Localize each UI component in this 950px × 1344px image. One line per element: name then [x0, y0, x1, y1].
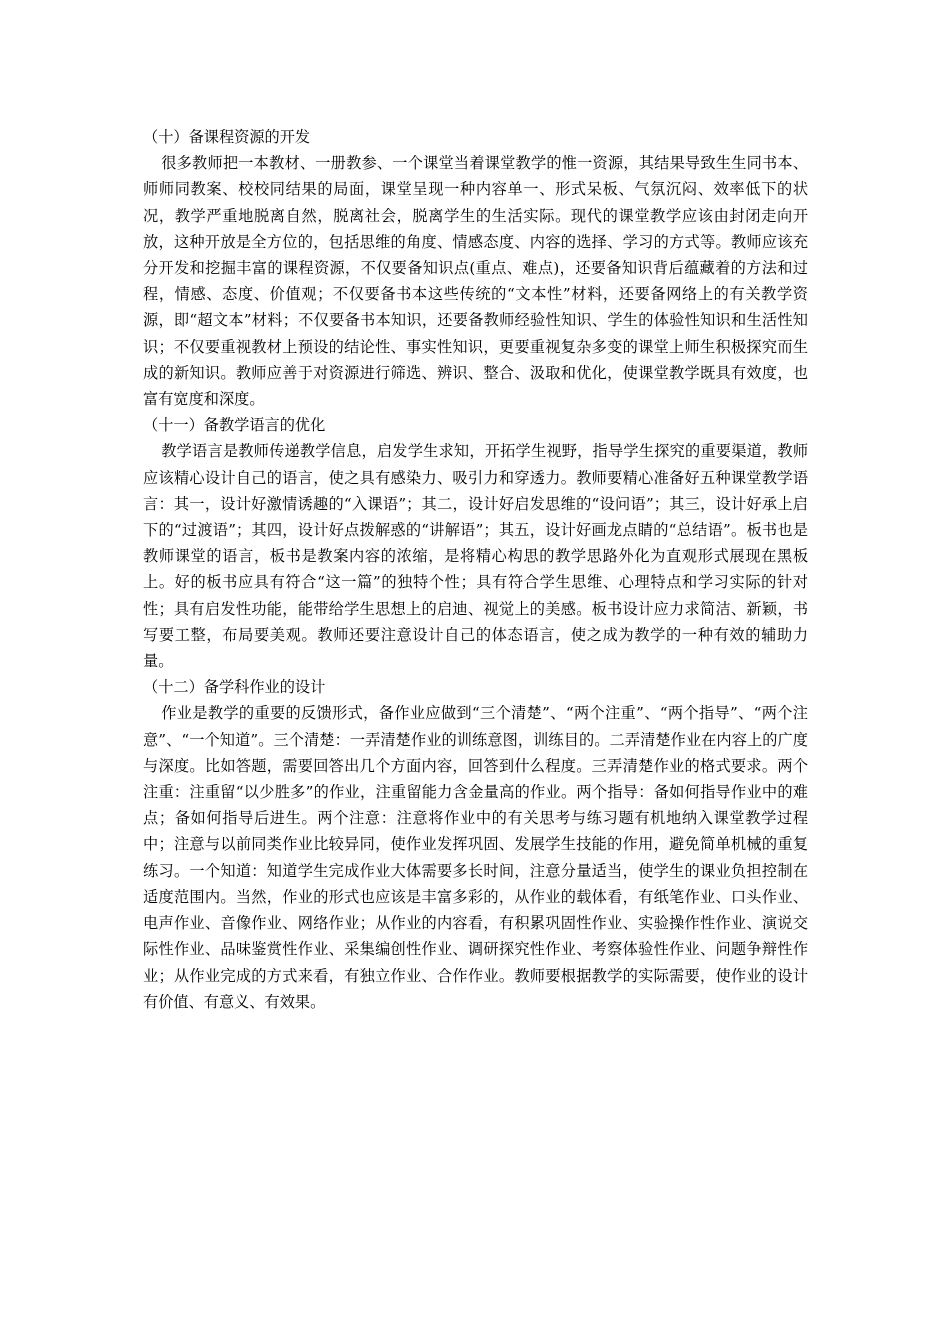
section-heading: （十二）备学科作业的设计 — [143, 678, 326, 697]
section-heading: （十）备课程资源的开发 — [143, 128, 311, 146]
section-paragraph: 很多教师把一本教材、一册教参、一个课堂当着课堂教学的惟一资源，其结果导致生生同书本、师师同教案、校校同结果的局面，课堂呈现一种内容单一、形式呆板、气氛沉闷、效率低下的状况，教学严重地脱离自然，脱离社会，脱离学生的生活实际。现代的课堂教学应该由封闭走向开放，这种开放是全方位的，包括思维的角度、情感态度、内容的选择、学习的方式等。教师应该充分开发和挖掘丰富的课程资源，不仅要备知识点(重点、难点)，还要备知识背后蕴藏着的方法和过程，情感、态度、价值观；不仅要备书本这些传统的“文本性”材料，还要备网络上的有关教学资源，即“超文本”材料；不仅要备书本知识，还要备教师经验性知识、学生的体验性知识和生活性知识；不仅要重视教材上预设的结论性、事实性知识，更要重视复杂多变的课堂上师生积极探究而生成的新知识。教师应善于对资源进行筛选、辨识、整合、汲取和优化，使课堂教学既具有效度，也富有宽度和深度。 — [143, 154, 808, 409]
document-page — [143, 124, 808, 1015]
section-teaching-language — [143, 412, 808, 674]
section-homework-design — [143, 674, 808, 1015]
section-paragraph: 教学语言是教师传递教学信息，启发学生求知，开拓学生视野，指导学生探究的重要渠道，教师应该精心设计自己的语言，使之具有感染力、吸引力和穿透力。教师要精心准备好五种课堂教学语言：其一，设计好激情诱趣的“入课语”；其二，设计好启发思维的“设问语”；其三，设计好承上启下的“过渡语”；其四，设计好点拨解惑的“讲解语”；其五，设计好画龙点睛的“总结语”。板书也是教师课堂的语言，板书是教案内容的浓缩，是将精心构思的教学思路外化为直观形式展现在黑板上。好的板书应具有符合“这一篇”的独特个性；具有符合学生思维、心理特点和学习实际的针对性；具有启发性功能，能带给学生思想上的启迪、视觉上的美感。板书设计应力求简洁、新颖，书写要工整，布局要美观。教师还要注意设计自己的体态语言，使之成为教学的一种有效的辅助力量。 — [143, 442, 808, 671]
section-course-resources — [143, 124, 808, 412]
section-paragraph: 作业是教学的重要的反馈形式，备作业应做到“三个清楚”、“两个注重”、“两个指导”、“两个注意”、“一个知道”。三个清楚：一弄清楚作业的训练意图，训练目的。二弄清楚作业在内容上的广度与深度。比如答题，需要回答出几个方面内容，回答到什么程度。三弄清楚作业的格式要求。两个注重：注重留“以少胜多”的作业，注重留能力含金量高的作业。两个指导：备如何指导作业中的难点；备如何指导后进生。两个注意：注意将作业中的有关思考与练习题有机地纳入课堂教学过程中；注意与以前同类作业比较异同，使作业发挥巩固、发展学生技能的作用，避免简单机械的重复练习。一个知道：知道学生完成作业大体需要多长时间，注意分量适当，使学生的课业负担控制在适度范围内。当然，作业的形式也应该是丰富多彩的，从作业的载体看，有纸笔作业、口头作业、电声作业、音像作业、网络作业；从作业的内容看，有积累巩固性作业、实验操作性作业、演说交际性作业、品味鉴赏性作业、采集编创性作业、调研探究性作业、考察体验性作业、问题争辩性作业；从作业完成的方式来看，有独立作业、合作作业。教师要根据教学的实际需要，使作业的设计有价值、有意义、有效果。 — [143, 704, 808, 1011]
section-heading: （十一）备教学语言的优化 — [143, 416, 326, 435]
